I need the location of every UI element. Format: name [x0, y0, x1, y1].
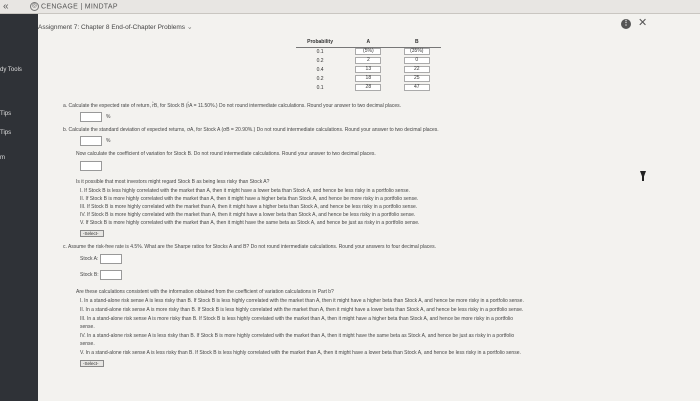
sidebar-item-tips[interactable]: Tips: [0, 111, 12, 117]
mouse-cursor-icon: [640, 171, 646, 179]
option-item: I. If Stock B is less highly correlated with the market than A, then it might have a lower beta than Stock A, and hence be less risky in a portfolio sense.: [80, 188, 410, 194]
option-item: IV. In a stand-alone risk sense A is less risky than B. If Stock B is more highly correlated with the market than A, then it might have the same beta as Stock A, and hence be just as risky in a portfolio: [80, 333, 515, 339]
option-item: I. In a stand-alone risk sense A is less risky than B. If Stock B is less highly correlated with the market than A, then it might have a higher beta than Stock A, and hence be more risky in a portfolio sense.: [80, 298, 524, 304]
option-item: III. If Stock B is more highly correlated with the market than A, then it might have a higher beta than Stock A, and hence be less risky in a portfolio sense.: [80, 204, 418, 210]
answer-input-cv[interactable]: [80, 161, 102, 171]
assignment-title[interactable]: Assignment 7: Chapter 8 End-of-Chapter Problems›: [38, 24, 193, 31]
question-cv: Now calculate the coefficient of variation for Stock B. Do not round intermediate calculations. Round your answer to two decimal places.: [76, 151, 376, 157]
top-bar: [0, 0, 700, 14]
sidebar-item-study-tools[interactable]: dy Tools: [0, 67, 22, 73]
question-c: c. Assume the risk-free rate is 4.5%. What are the Sharpe ratios for Stocks A and B? Do not round intermediate calculations. Round your answers to four decimal places.: [63, 244, 436, 250]
cengage-logo-icon: ◎: [31, 3, 38, 9]
option-item-cont: sense.: [80, 324, 95, 330]
select-dropdown-1[interactable]: -Select-: [80, 230, 104, 237]
sidebar-item-tips-2[interactable]: Tips: [0, 130, 12, 136]
sidebar: [0, 14, 38, 401]
chevron-down-icon: ›: [186, 27, 193, 29]
close-button[interactable]: ✕: [638, 17, 648, 29]
table-header-b: B: [393, 38, 441, 47]
probability-table: [296, 38, 441, 92]
select-dropdown-2[interactable]: -Select-: [80, 360, 104, 367]
question-consistent: Are these calculations consistent with the information obtained from the coefficient of variation calculations in Part b?: [76, 289, 334, 295]
option-item: II. If Stock B is more highly correlated with the market than A, then it might have a higher beta than Stock A, and hence be more risky in a portfolio sense.: [80, 196, 419, 202]
percent-label: %: [106, 114, 111, 120]
sharpe-a-input[interactable]: [100, 254, 122, 264]
table-row: 0.2 2 0: [296, 56, 441, 65]
percent-label: %: [106, 138, 111, 144]
option-item: V. In a stand-alone risk sense A is less risky than B. If Stock B is less highly correlated with the market than A, then it might have a lower beta than Stock A, and hence be less risky in a portfolio sense.: [80, 350, 521, 356]
answer-input-rb[interactable]: [80, 112, 102, 122]
collapse-icon[interactable]: «: [3, 1, 9, 12]
more-options-button[interactable]: ⋮: [622, 20, 630, 27]
table-header-probability: Probability: [296, 38, 344, 47]
option-item: III. In a stand-alone risk sense A is more risky than B. If Stock B is less highly correlated with the market than A, then it might have a higher beta than Stock A, and hence be more risky in a portfolio: [80, 316, 514, 322]
brand-logo: [30, 2, 118, 12]
brand-text: CENGAGE | MINDTAP: [41, 3, 118, 11]
table-row: 0.2 18 25: [296, 74, 441, 83]
stock-a-label: Stock A:: [80, 256, 99, 262]
option-item: V. If Stock B is more highly correlated with the market than A, then it might have the same beta as Stock A, and hence be just as risky in a portfolio sense.: [80, 220, 420, 226]
table-row: 0.1 28 47: [296, 83, 441, 92]
question-a: a. Calculate the expected rate of return, r̂B, for Stock B (r̂A = 11.50%.) Do not round intermediate calculations. Round your answer to two decimal places.: [63, 103, 401, 109]
option-item-cont: sense.: [80, 341, 95, 347]
table-row: 0.4 13 22: [296, 65, 441, 74]
stock-b-label: Stock B:: [80, 272, 99, 278]
table-header-a: A: [344, 38, 392, 47]
assignment-panel: [38, 14, 700, 401]
question-possible: Is it possible that most investors might regard Stock B as being less risky than Stock A?: [76, 179, 270, 185]
table-row: 0.1 (5%) (35%): [296, 47, 441, 56]
option-item: II. In a stand-alone risk sense A is more risky than B. If Stock B is less highly correlated with the market than A, then it might have a lower beta than Stock A, and hence be less risky in a portfolio sense.: [80, 307, 524, 313]
answer-input-sigma-a[interactable]: [80, 136, 102, 146]
sidebar-item-misc[interactable]: m: [0, 155, 5, 161]
sharpe-b-input[interactable]: [100, 270, 122, 280]
option-item: IV. If Stock B is more highly correlated with the market than A, then it might have a lower beta than Stock A, and hence be less risky in a portfolio sense.: [80, 212, 416, 218]
question-b: b. Calculate the standard deviation of expected returns, σA, for Stock A (σB = 20.90%.) Do not round intermediate calculations. Round your answer to two decimal places.: [63, 127, 439, 133]
